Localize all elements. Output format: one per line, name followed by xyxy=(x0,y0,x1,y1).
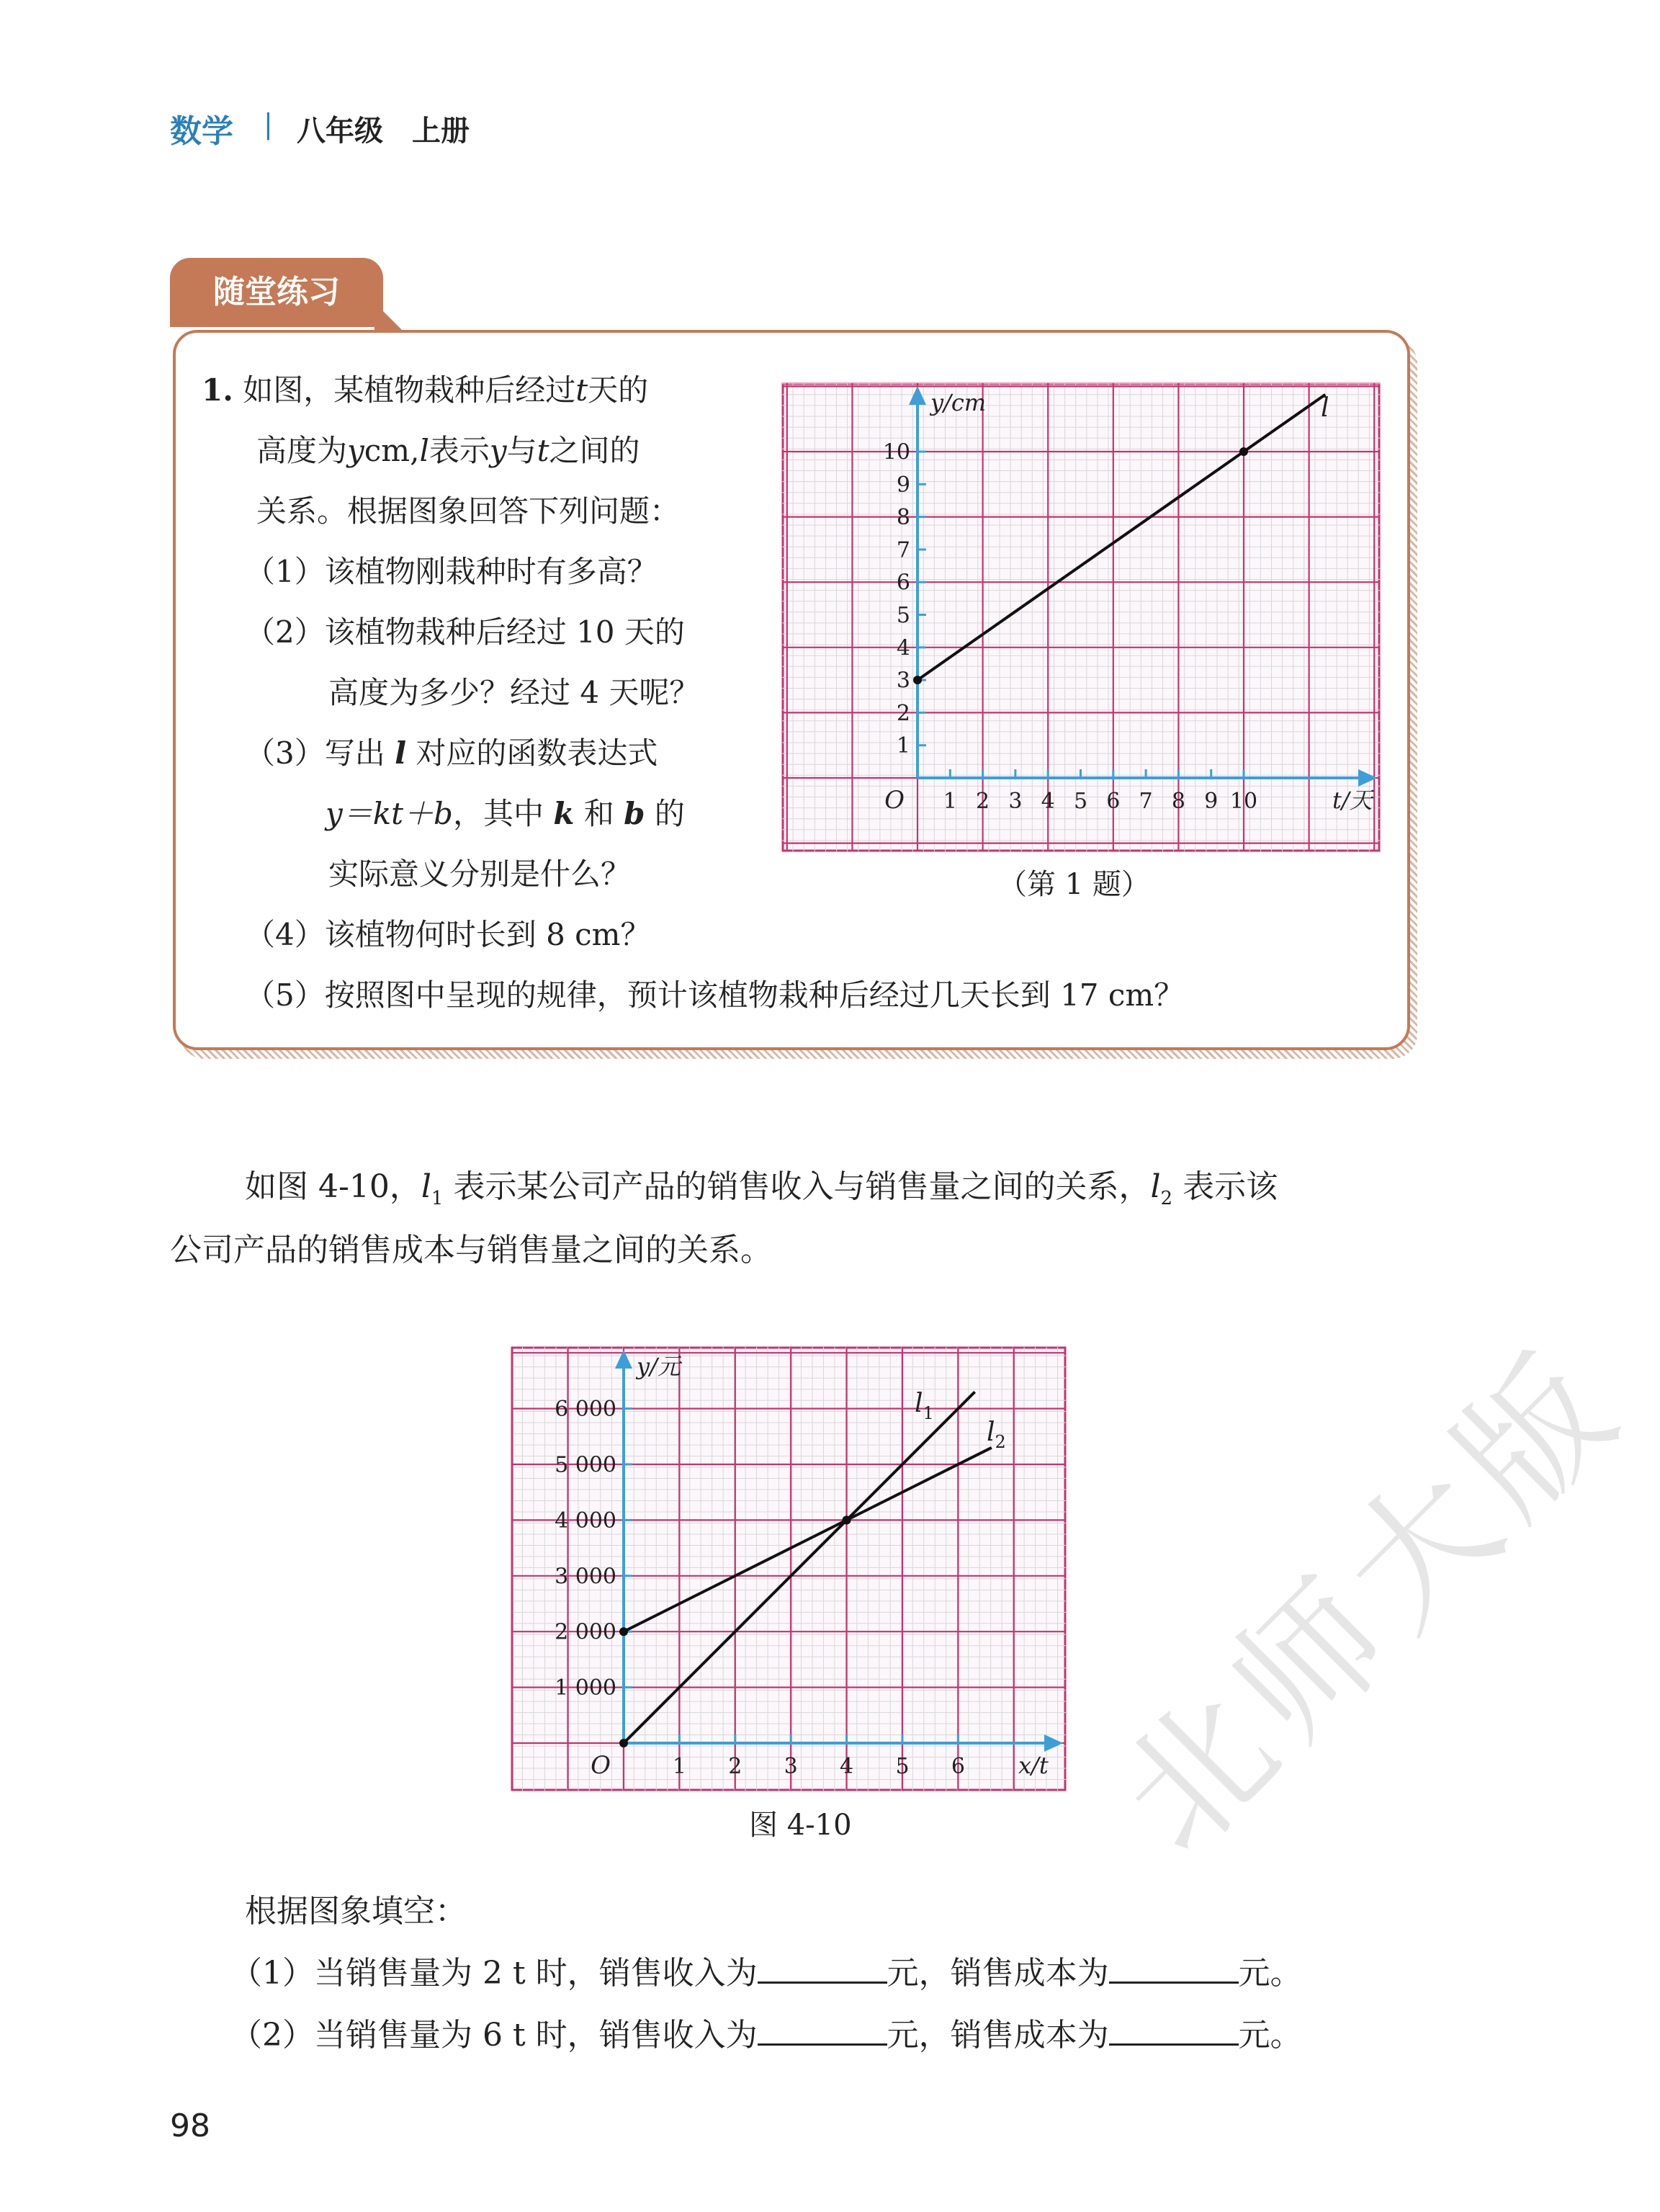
practice-tab: 随堂练习 xyxy=(170,258,383,327)
data-point xyxy=(1239,447,1248,456)
q1-text: ，其中 xyxy=(452,796,544,831)
fill-title: 根据图象填空： xyxy=(245,1893,467,1930)
y-tick-label: 1 xyxy=(896,733,910,759)
q1-text: （3）写出 xyxy=(245,735,385,771)
sub-question-1: （1）该植物刚栽种时有多高？ xyxy=(245,554,658,589)
plot-frame xyxy=(783,384,1379,851)
sub-question-2-line-2: 高度为多少？经过 4 天呢？ xyxy=(328,675,700,710)
watermark: 北师大版 xyxy=(1088,1317,1656,1884)
intro-text: 如图 4-10， xyxy=(245,1168,421,1205)
answer-blank[interactable] xyxy=(1109,2015,1239,2046)
q1-text: 高度为 xyxy=(256,433,348,468)
x-tick-label: 8 xyxy=(1171,789,1185,814)
y-tick-label: 8 xyxy=(896,505,910,531)
sub-question-2-line-1: （2）该植物栽种后经过 10 天的 xyxy=(245,614,685,650)
intro-text: 表示该 xyxy=(1172,1168,1278,1205)
y-tick-label: 3 000 xyxy=(555,1564,616,1590)
y-tick-label: 4 000 xyxy=(555,1508,616,1533)
sales-chart xyxy=(511,1347,1066,1791)
x-tick-label: 2 xyxy=(728,1754,742,1779)
y-axis-label: y/元 xyxy=(637,1353,681,1380)
sub-question-3-line-3: 实际意义分别是什么？ xyxy=(328,856,632,892)
question-1-line-3: 关系。根据图象回答下列问题： xyxy=(256,493,681,529)
y-tick-label: 10 xyxy=(882,439,910,465)
y-tick-label: 5 000 xyxy=(555,1452,616,1478)
var-k: k xyxy=(553,796,575,831)
x-axis-label: x/t xyxy=(1018,1752,1049,1779)
y-tick-label: 6 xyxy=(896,570,910,596)
series-label-l2: $l_2$ xyxy=(987,1418,1006,1452)
var-y: y xyxy=(347,433,364,468)
x-tick-label: 4 xyxy=(1041,789,1055,814)
var-l1: l xyxy=(421,1168,431,1205)
y-tick-label: 7 xyxy=(896,537,910,563)
formula: y＝kt＋b xyxy=(326,796,453,831)
y-tick-label: 5 xyxy=(896,603,910,628)
fill-text: 元。 xyxy=(1238,1955,1302,1992)
fill-item-1 xyxy=(230,1942,1302,2005)
series-label-l: l xyxy=(1321,393,1329,423)
sub-question-3-line-1 xyxy=(245,723,658,784)
var-l2: l xyxy=(1150,1168,1161,1205)
var-t: t xyxy=(575,372,588,408)
x-tick-label: 1 xyxy=(672,1754,686,1779)
x-tick-label: 7 xyxy=(1139,789,1153,814)
q1-text: 与 xyxy=(506,433,537,468)
sub-question-3-line-2 xyxy=(326,784,685,844)
subject-title: 数学 xyxy=(170,113,233,150)
series-label-subscript: 2 xyxy=(995,1432,1006,1452)
plant-height-chart xyxy=(782,383,1380,851)
y-tick-label: 4 xyxy=(896,635,910,661)
origin-label: O xyxy=(884,786,905,815)
x-tick-label: 6 xyxy=(1106,789,1121,814)
x-tick-label: 1 xyxy=(943,789,957,814)
figure-1-caption: （第 1 题） xyxy=(998,868,1150,901)
q1-text: 如图，某植物栽种后经过 xyxy=(243,372,576,408)
answer-blank[interactable] xyxy=(758,2015,887,2046)
x-tick-label: 9 xyxy=(1204,789,1219,814)
x-tick-label: 5 xyxy=(1073,789,1088,814)
answer-blank[interactable] xyxy=(758,1953,887,1984)
intro-line-2: 公司产品的销售成本与销售量之间的关系。 xyxy=(170,1232,772,1268)
y-tick-label: 1 000 xyxy=(555,1675,616,1701)
sub-question-4: （4）该植物何时长到 8 cm？ xyxy=(245,917,651,952)
q1-text: cm, xyxy=(364,433,420,468)
q1-text: 之间的 xyxy=(549,433,640,468)
x-tick-label: 4 xyxy=(840,1754,854,1779)
header-separator: | xyxy=(264,108,273,140)
fill-text: 元。 xyxy=(1238,2017,1302,2054)
fill-text: （2）当销售量为 6 t 时，销售收入为 xyxy=(230,2017,758,2054)
y-tick-label: 2 xyxy=(896,700,910,726)
x-tick-label: 2 xyxy=(976,789,990,814)
x-tick-label: 6 xyxy=(951,1754,965,1779)
y-tick-label: 9 xyxy=(896,472,910,498)
q1-text: 表示 xyxy=(429,433,490,468)
var-l2-subscript: 2 xyxy=(1160,1187,1173,1209)
var-l: l xyxy=(395,735,407,771)
data-point xyxy=(913,676,922,684)
answer-blank[interactable] xyxy=(1109,1953,1239,1984)
q1-text: 的 xyxy=(654,796,685,831)
question-1-line-2 xyxy=(256,421,640,481)
x-tick-label: 10 xyxy=(1229,789,1258,814)
series-label-subscript: 1 xyxy=(923,1403,934,1423)
var-l1-subscript: 1 xyxy=(431,1187,444,1209)
question-number: 1. xyxy=(202,372,233,408)
figure-4-10-caption: 图 4-10 xyxy=(749,1809,852,1842)
var-y: y xyxy=(489,433,507,468)
page-number: 98 xyxy=(170,2108,210,2144)
q1-text: 对应的函数表达式 xyxy=(416,735,658,771)
y-tick-label: 2 000 xyxy=(555,1619,616,1645)
fill-item-2 xyxy=(230,2004,1302,2067)
x-axis-label: t/天 xyxy=(1332,787,1373,814)
y-tick-label: 6 000 xyxy=(555,1397,616,1423)
x-tick-label: 3 xyxy=(1008,789,1023,814)
y-tick-label: 3 xyxy=(896,668,910,694)
origin-label: O xyxy=(591,1751,611,1780)
data-point xyxy=(619,1739,628,1747)
x-tick-label: 5 xyxy=(895,1754,910,1779)
sub-question-5: （5）按照图中呈现的规律，预计该植物栽种后经过几天长到 17 cm？ xyxy=(245,977,1185,1013)
var-b: b xyxy=(624,796,645,831)
fill-text: 元，销售成本为 xyxy=(887,1955,1109,1992)
series-label-l1: $l_1$ xyxy=(915,1389,934,1423)
question-1-line-1 xyxy=(202,360,648,421)
q1-text: 和 xyxy=(583,796,614,831)
y-axis-label: y/cm xyxy=(930,389,987,416)
fill-text: 元，销售成本为 xyxy=(887,2017,1109,2054)
grade-label: 八年级 上册 xyxy=(297,115,470,148)
data-point xyxy=(619,1627,628,1636)
intro-text: 表示某公司产品的销售收入与销售量之间的关系， xyxy=(443,1168,1151,1205)
var-t: t xyxy=(537,433,549,468)
fill-text: （1）当销售量为 2 t 时，销售收入为 xyxy=(230,1955,758,1992)
data-point xyxy=(843,1515,851,1524)
x-tick-label: 3 xyxy=(784,1754,798,1779)
q1-text: 天的 xyxy=(588,372,649,408)
var-l: l xyxy=(419,433,429,468)
